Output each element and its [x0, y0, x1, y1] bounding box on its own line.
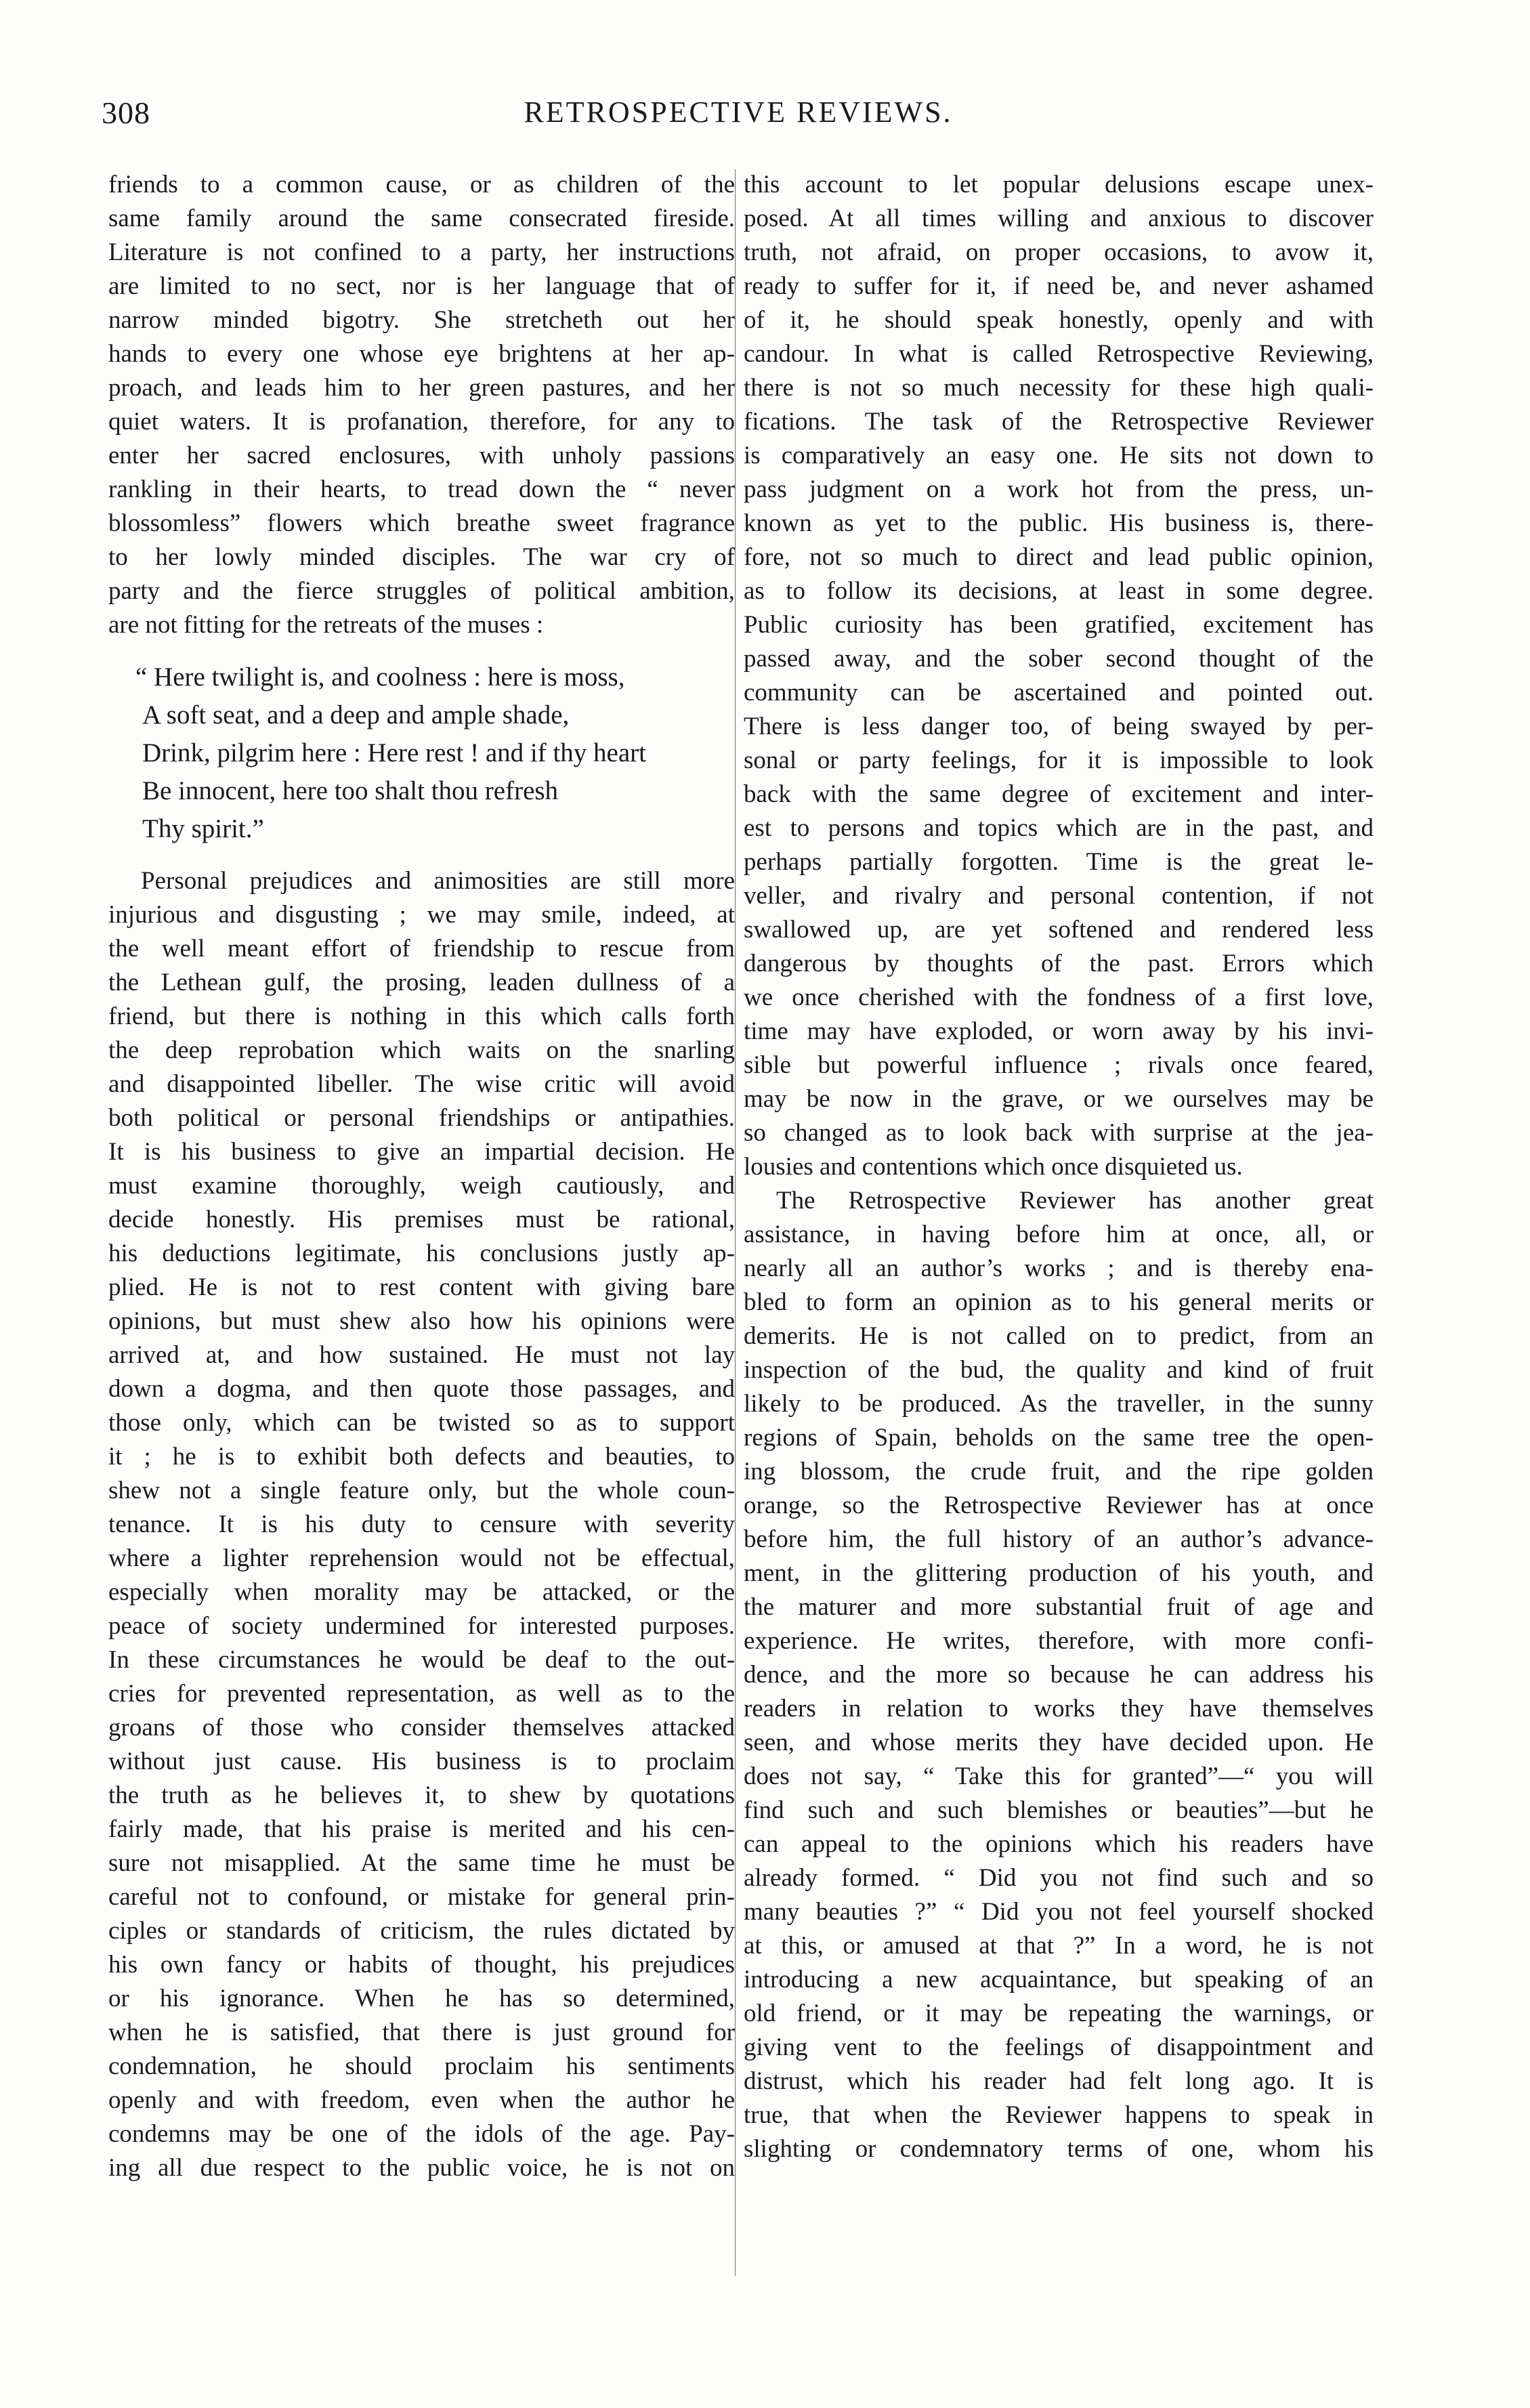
text-line: experience. He writes, therefore, with more confi- [744, 1627, 1374, 1655]
column-divider [735, 169, 736, 2276]
text-line: giving vent to the feelings of disappointment and [744, 2033, 1374, 2061]
text-line: find such and such blemishes or beauties”—but he [744, 1796, 1374, 1824]
text-line: plied. He is not to rest content with giving bare [108, 1273, 735, 1301]
text-line: down a dogma, and then quote those passages, and [108, 1375, 735, 1403]
text-line: sible but powerful influence ; rivals once feared, [744, 1051, 1374, 1079]
text-line: regions of Spain, beholds on the same tree the open- [744, 1424, 1374, 1452]
verse-line: Thy spirit.” [142, 814, 264, 843]
text-line: careful not to confound, or mistake for general prin- [108, 1883, 735, 1911]
text-line: proach, and leads him to her green pastures, and her [108, 374, 735, 402]
text-line: is comparatively an easy one. He sits not down to [744, 442, 1374, 469]
text-line: same family around the same consecrated fireside. [108, 205, 735, 232]
text-line: Literature is not confined to a party, her instructions [108, 238, 735, 266]
text-line: it ; he is to exhibit both defects and beauties, to [108, 1443, 735, 1471]
verse-line: “ Here twilight is, and coolness : here is moss, [135, 662, 625, 692]
text-line: the deep reprobation which waits on the snarling [108, 1036, 735, 1064]
right-paragraph-2 [744, 1184, 1374, 2166]
text-line: Personal prejudices and animosities are still more [141, 867, 735, 895]
text-line: shew not a single feature only, but the whole coun- [108, 1477, 735, 1504]
text-line: ing all due respect to the public voice, he is not on [108, 2154, 735, 2182]
text-line: truth, not afraid, on proper occasions, to avow it, [744, 238, 1374, 266]
text-line: this account to let popular delusions escape unex- [744, 171, 1374, 198]
text-line: cries for prevented representation, as well as to the [108, 1680, 735, 1708]
text-line: assistance, in having before him at once, all, or [744, 1221, 1374, 1248]
page-header [102, 95, 1375, 135]
text-line: ciples or standards of criticism, the rules dictated by [108, 1917, 735, 1945]
text-line: at this, or amused at that ?” In a word, he is not [744, 1932, 1374, 1960]
text-line: the truth as he believes it, to shew by quotations [108, 1781, 735, 1809]
text-line: seen, and whose merits they have decided upon. He [744, 1729, 1374, 1756]
text-line: bled to form an opinion as to his general merits or [744, 1288, 1374, 1316]
text-line: or his ignorance. When he has so determined, [108, 1985, 735, 2012]
verse-line: Be innocent, here too shalt thou refresh [142, 776, 559, 805]
text-line: peace of society undermined for interested purposes. [108, 1612, 735, 1640]
text-line: swallowed up, are yet softened and rendered less [744, 916, 1374, 944]
text-line: fairly made, that his praise is merited and his cen- [108, 1815, 735, 1843]
text-line: blossomless” flowers which breathe sweet fragrance [108, 509, 735, 537]
text-line: we once cherished with the fondness of a first love, [744, 984, 1374, 1011]
text-line: hands to every one whose eye brightens at her ap- [108, 340, 735, 368]
text-line: especially when morality may be attacked, or the [108, 1578, 735, 1606]
text-line: when he is satisfied, that there is just ground for [108, 2019, 735, 2046]
text-line: so changed as to look back with surprise at the jea- [744, 1119, 1374, 1147]
right-paragraph-1 [744, 168, 1374, 1184]
text-line: are not fitting for the retreats of the muses : [108, 611, 544, 639]
text-line: there is not so much necessity for these high quali- [744, 374, 1374, 402]
text-line: fore, not so much to direct and lead public opinion, [744, 543, 1374, 571]
text-line: passed away, and the sober second thought of the [744, 645, 1374, 673]
text-line: narrow minded bigotry. She stretcheth out her [108, 306, 735, 334]
text-line: nearly all an author’s works ; and is thereby ena- [744, 1254, 1374, 1282]
text-line: enter her sacred enclosures, with unholy passions [108, 442, 735, 469]
text-line: does not say, “ Take this for granted”—“ you will [744, 1762, 1374, 1790]
left-column [108, 168, 735, 2185]
text-line: posed. At all times willing and anxious to discover [744, 205, 1374, 232]
text-line: est to persons and topics which are in the past, and [744, 814, 1374, 842]
text-line: openly and with freedom, even when the author he [108, 2086, 735, 2114]
text-line: demerits. He is not called on to predict, from an [744, 1322, 1374, 1350]
text-line: condemnation, he should proclaim his sentiments [108, 2052, 735, 2080]
text-line: are limited to no sect, nor is her language that of [108, 272, 735, 300]
text-line: There is less danger too, of being swayed by per- [744, 713, 1374, 740]
text-line: friends to a common cause, or as children of the [108, 171, 735, 198]
text-line: old friend, or it may be repeating the warnings, or [744, 2000, 1374, 2027]
page-number: 308 [102, 96, 150, 130]
text-line: perhaps partially forgotten. Time is the great le- [744, 848, 1374, 876]
text-line: readers in relation to works they have themselves [744, 1695, 1374, 1723]
left-paragraph-2 [108, 864, 735, 2185]
text-line: dence, and the more so because he can address his [744, 1661, 1374, 1689]
text-line: known as yet to the public. His business is, there- [744, 509, 1374, 537]
text-line: condemns may be one of the idols of the age. Pay- [108, 2120, 735, 2148]
text-line: without just cause. His business is to proclaim [108, 1748, 735, 1775]
text-line: sure not misapplied. At the same time he must be [108, 1849, 735, 1877]
text-line: orange, so the Retrospective Reviewer has at once [744, 1492, 1374, 1519]
text-line: fications. The task of the Retrospective Reviewer [744, 408, 1374, 436]
text-line: ready to suffer for it, if need be, and never ashamed [744, 272, 1374, 300]
text-line: The Retrospective Reviewer has another great [776, 1187, 1374, 1214]
text-line: must examine thoroughly, weigh cautiously, and [108, 1172, 735, 1200]
text-line: slighting or condemnatory terms of one, whom his [744, 2135, 1374, 2163]
text-line: the well meant effort of friendship to rescue from [108, 935, 735, 963]
text-line: both political or personal friendships or antipathies. [108, 1104, 735, 1132]
text-line: groans of those who consider themselves attacked [108, 1714, 735, 1741]
verse-line: A soft seat, and a deep and ample shade, [142, 700, 570, 730]
text-line: party and the fierce struggles of political ambition, [108, 577, 735, 605]
text-line: where a lighter reprehension would not be effectual, [108, 1544, 735, 1572]
text-line: can appeal to the opinions which his readers have [744, 1830, 1374, 1858]
text-line: inspection of the bud, the quality and kind of fruit [744, 1356, 1374, 1384]
verse-quotation [135, 658, 735, 848]
left-paragraph-1 [108, 168, 735, 642]
text-line: injurious and disgusting ; we may smile, indeed, at [108, 901, 735, 929]
text-line: arrived at, and how sustained. He must not lay [108, 1341, 735, 1369]
text-line: friend, but there is nothing in this which calls forth [108, 1002, 735, 1030]
text-line: of it, he should speak honestly, openly and with [744, 306, 1374, 334]
text-line: community can be ascertained and pointed out. [744, 679, 1374, 706]
text-line: the Lethean gulf, the prosing, leaden dullness of a [108, 969, 735, 996]
text-line: lousies and contentions which once disquieted us. [744, 1153, 1243, 1181]
text-line: the maturer and more substantial fruit of age and [744, 1593, 1374, 1621]
text-line: before him, the full history of an author’s advance- [744, 1525, 1374, 1553]
text-line: dangerous by thoughts of the past. Errors which [744, 950, 1374, 977]
text-line: opinions, but must shew also how his opinions were [108, 1307, 735, 1335]
text-line: Public curiosity has been gratified, excitement has [744, 611, 1374, 639]
right-column [744, 168, 1374, 2166]
text-line: candour. In what is called Retrospective Reviewing, [744, 340, 1374, 368]
text-line: sonal or party feelings, for it is impossible to look [744, 746, 1374, 774]
text-line: back with the same degree of excitement and inter- [744, 780, 1374, 808]
text-line: his own fancy or habits of thought, his prejudices [108, 1951, 735, 1979]
running-head: RETROSPECTIVE REVIEWS. [524, 96, 953, 129]
text-line: many beauties ?” “ Did you not feel yourself shocked [744, 1898, 1374, 1926]
text-line: distrust, which his reader had felt long ago. It is [744, 2067, 1374, 2095]
text-line: veller, and rivalry and personal contention, if not [744, 882, 1374, 910]
text-line: to her lowly minded disciples. The war cry of [108, 543, 735, 571]
text-line: ment, in the glittering production of his youth, and [744, 1559, 1374, 1587]
text-line: In these circumstances he would be deaf to the out- [108, 1646, 735, 1674]
text-line: and disappointed libeller. The wise critic will avoid [108, 1070, 735, 1098]
text-line: It is his business to give an impartial decision. He [108, 1138, 735, 1166]
text-line: true, that when the Reviewer happens to speak in [744, 2101, 1374, 2129]
text-line: ing blossom, the crude fruit, and the ripe golden [744, 1458, 1374, 1485]
text-line: quiet waters. It is profanation, therefore, for any to [108, 408, 735, 436]
verse-line: Drink, pilgrim here : Here rest ! and if thy heart [142, 738, 646, 767]
text-line: may be now in the grave, or we ourselves may be [744, 1085, 1374, 1113]
text-line: his deductions legitimate, his conclusions justly ap- [108, 1240, 735, 1267]
text-line: those only, which can be twisted so as to support [108, 1409, 735, 1437]
text-line: time may have exploded, or worn away by his invi- [744, 1017, 1374, 1045]
text-line: as to follow its decisions, at least in some degree. [744, 577, 1374, 605]
text-line: tenance. It is his duty to censure with severity [108, 1511, 735, 1538]
text-line: decide honestly. His premises must be rational, [108, 1206, 735, 1233]
text-line: already formed. “ Did you not find such and so [744, 1864, 1374, 1892]
text-line: likely to be produced. As the traveller, in the sunny [744, 1390, 1374, 1418]
text-line: rankling in their hearts, to tread down the “ never [108, 476, 735, 503]
text-line: pass judgment on a work hot from the press, un- [744, 476, 1374, 503]
text-line: introducing a new acquaintance, but speaking of an [744, 1966, 1374, 1993]
